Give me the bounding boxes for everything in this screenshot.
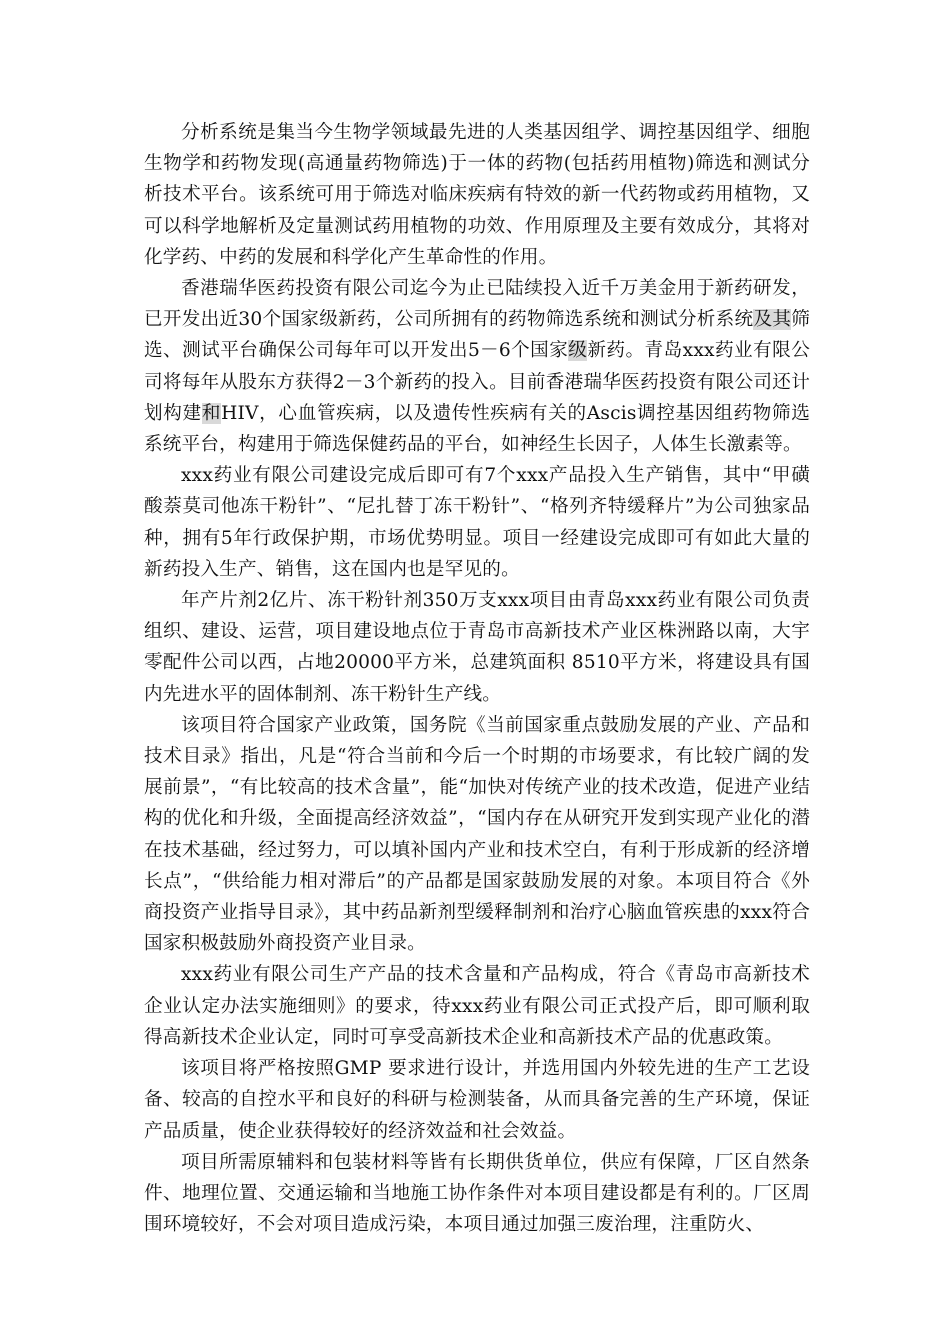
paragraph-hongkong-ruihua [144,273,810,460]
paragraph-text: HIV，心血管疾病，以及遗传性疾病有关的Ascis调控基因组药物筛选系统平台，构建用于筛选保健药品的平台，如神经生长因子，人体生长激素等。 [144,402,810,456]
paragraph-text: 新药。青岛xxx药业有限公司将每年从股东方获得2－3个新药的投入。目前香港瑞华医药投资有限公司还计划构建 [144,340,811,424]
paragraph-products: xxx药业有限公司建设完成后即可有7个xxx产品投入生产销售，其中“甲磺酸萘莫司他冻干粉针”、“尼扎替丁冻干粉针”、“格列齐特缓释片”为公司独家品种，拥有5年行政保护期，市场优势明显。项目一经建设完成即可有如此大量的新药投入生产、销售，这在国内也是罕见的。 [144,465,810,580]
paragraph-analysis-system: 分析系统是集当今生物学领域最先进的人类基因组学、调控基因组学、细胞生物学和药物发现(高通量药物筛选)于一体的药物(包括药用植物)筛选和测试分析技术平台。该系统可用于筛选对临床疾病有特效的新一代药物或药用植物，又可以科学地解析及定量测试药用植物的功效、作用原理及主要有效成分，其将对化学药、中药的发展和科学化产生革命性的作用。 [144,122,810,268]
document-body [144,117,810,1240]
paragraph-industry-policy: 该项目符合国家产业政策，国务院《当前国家重点鼓励发展的产业、产品和技术目录》指出，凡是“符合当前和今后一个时期的市场要求，有比较广阔的发展前景”，“有比较高的技术含量”，能“加快对传统产业的技术改造，促进产业结构的优化和升级，全面提高经济效益”，“国内存在从研究开发到实现产业化的潜在技术基础，经过努力，可以填补国内产业和技术空白，有利于形成新的经济增长点”，“供给能力相对滞后”的产品都是国家鼓励发展的对象。本项目符合《外商投资产业指导目录》，其中药品新剂型缓释制剂和治疗心脑血管疾患的xxx符合国家积极鼓励外商投资产业目录。 [144,714,810,955]
highlighted-text: 和 [201,402,222,424]
paragraph-project-overview: 年产片剂2亿片、冻干粉针剂350万支xxx项目由青岛xxx药业有限公司负责组织、建设、运营，项目建设地点位于青岛市高新技术产业区株洲路以南，大宇零配件公司以西，占地20000平方米，总建筑面积 8510平方米，将建设具有国内先进水平的固体制剂、冻干粉针生产线。 [144,590,810,705]
paragraph-text: 香港瑞华医药投资有限公司迄今为止已陆续投入近千万美金用于新药研发，已开发出近30个国家级新药，公司所拥有的药物筛选系统和测试分析系统 [144,278,810,331]
paragraph-high-tech: xxx药业有限公司生产产品的技术含量和产品构成，符合《青岛市高新技术企业认定办法实施细则》的要求，待xxx药业有限公司正式投产后，即可顺利取得高新技术企业认定，同时可享受高新技术企业和高新技术产品的优惠政策。 [144,964,810,1048]
highlighted-text: 及其 [753,309,792,331]
paragraph-supply: 项目所需原辅料和包装材料等皆有长期供货单位，供应有保障，厂区自然条件、地理位置、交通运输和当地施工协作条件对本项目建设都是有利的。厂区周围环境较好，不会对项目造成污染，本项目通过加强三废治理，注重防火、 [144,1151,810,1236]
highlighted-text: 级 [568,340,588,362]
paragraph-gmp: 该项目将严格按照GMP 要求进行设计，并选用国内外较先进的生产工艺设备、较高的自控水平和良好的科研与检测装备，从而具备完善的生产环境，保证产品质量，使企业获得较好的经济效益和社会效益。 [144,1058,810,1142]
paragraph-text: 筛选、测试平台确保公司每年可以开发出5－6个国家 [144,309,810,362]
